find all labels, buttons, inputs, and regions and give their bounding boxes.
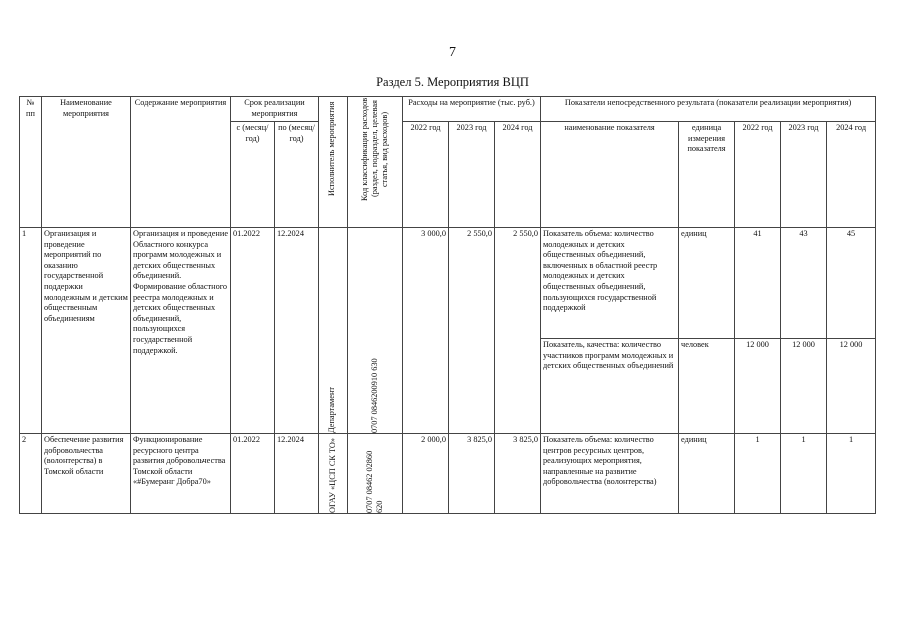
header-exp-2022: 2022 год xyxy=(403,122,449,228)
indicator-2022: 12 000 xyxy=(735,339,781,434)
indicator-2024: 45 xyxy=(827,228,876,339)
header-executor-cell xyxy=(319,97,348,228)
indicator-2023: 1 xyxy=(781,434,827,514)
row-exp-2022: 2 000,0 xyxy=(403,434,449,514)
header-content: Содержание мероприятия xyxy=(131,97,231,228)
header-ind-2023: 2023 год xyxy=(781,122,827,228)
header-indicators: Показатели непосредственного результата (показатели реализации мероприятия) xyxy=(541,97,876,122)
page-number: 7 xyxy=(449,45,456,60)
row-to: 12.2024 xyxy=(275,228,319,434)
row-content: Организация и проведение Областного конкурса программ молодежных и детских общественных объединений. Формирование областного реестра молодежных и детских общественных объединений, пользующихся государственной поддержкой. xyxy=(131,228,231,434)
row-exp-2024: 2 550,0 xyxy=(495,228,541,434)
row-exp-2023: 2 550,0 xyxy=(449,228,495,434)
row-code: 0707 0846200910 630 xyxy=(370,358,379,433)
header-row-1 xyxy=(20,97,876,122)
header-ind-2024: 2024 год xyxy=(827,122,876,228)
row-code: 0707 08462 02860 620 xyxy=(365,450,384,513)
row-code-cell xyxy=(348,228,403,434)
header-to: по (месяц/ год) xyxy=(275,122,319,228)
row-from: 01.2022 xyxy=(231,434,275,514)
row-exp-2024: 3 825,0 xyxy=(495,434,541,514)
header-period: Срок реализации мероприятия xyxy=(231,97,319,122)
header-name: Наименование мероприятия xyxy=(42,97,131,228)
header-code: Код классификации расходов (раздел, подраздел, целевая статья, вид расходов) xyxy=(360,97,389,201)
indicator-2024: 1 xyxy=(827,434,876,514)
indicator-2023: 43 xyxy=(781,228,827,339)
row-exp-2023: 3 825,0 xyxy=(449,434,495,514)
indicator-unit: единиц xyxy=(679,434,735,514)
indicator-2023: 12 000 xyxy=(781,339,827,434)
indicator-unit: человек xyxy=(679,339,735,434)
indicator-name: Показатель объема: количество центров ресурсных центров, реализующих мероприятия, направленные на развитие добровольчества (волонтерства) xyxy=(541,434,679,514)
indicator-name: Показатель, качества: количество участников программ молодежных и детских общественных объединений xyxy=(541,339,679,434)
row-num: 2 xyxy=(20,434,42,514)
row-to: 12.2024 xyxy=(275,434,319,514)
header-ind-2022: 2022 год xyxy=(735,122,781,228)
table-row xyxy=(20,228,876,339)
table-row xyxy=(20,434,876,514)
activities-table xyxy=(19,96,876,514)
header-from: с (месяц/ год) xyxy=(231,122,275,228)
row-num: 1 xyxy=(20,228,42,434)
header-ind-unit: единица измерения показателя xyxy=(679,122,735,228)
header-expenses: Расходы на мероприятие (тыс. руб.) xyxy=(403,97,541,122)
row-name: Обеспечение развития добровольчества (волонтерства) в Томской области xyxy=(42,434,131,514)
header-executor: Исполнитель мероприятия xyxy=(327,101,336,197)
header-ind-name: наименование показателя xyxy=(541,122,679,228)
header-exp-2024: 2024 год xyxy=(495,122,541,228)
header-code-cell xyxy=(348,97,403,228)
row-executor-cell xyxy=(319,228,348,434)
indicator-2022: 1 xyxy=(735,434,781,514)
header-exp-2023: 2023 год xyxy=(449,122,495,228)
indicator-unit: единиц xyxy=(679,228,735,339)
row-code-cell xyxy=(348,434,403,514)
row-content: Функционирование ресурсного центра развития добровольчества Томской области «#Бумеранг Добра70» xyxy=(131,434,231,514)
indicator-2022: 41 xyxy=(735,228,781,339)
indicator-2024: 12 000 xyxy=(827,339,876,434)
row-name: Организация и проведение мероприятий по оказанию государственной поддержки молодежным и детским общественным объединениям xyxy=(42,228,131,434)
row-exp-2022: 3 000,0 xyxy=(403,228,449,434)
row-from: 01.2022 xyxy=(231,228,275,434)
row-executor: ОГАУ «ЦСП СК ТО» xyxy=(327,437,337,513)
section-title: Раздел 5. Мероприятия ВЦП xyxy=(376,75,529,89)
indicator-name: Показатель объема: количество молодежных и детских общественных объединений, включенных в областной реестр молодежных и детских общественных объединений, пользующихся государственной поддержкой xyxy=(541,228,679,339)
header-num: № пп xyxy=(20,97,42,228)
row-executor: Департамент xyxy=(327,386,336,433)
row-executor-cell xyxy=(319,434,348,514)
